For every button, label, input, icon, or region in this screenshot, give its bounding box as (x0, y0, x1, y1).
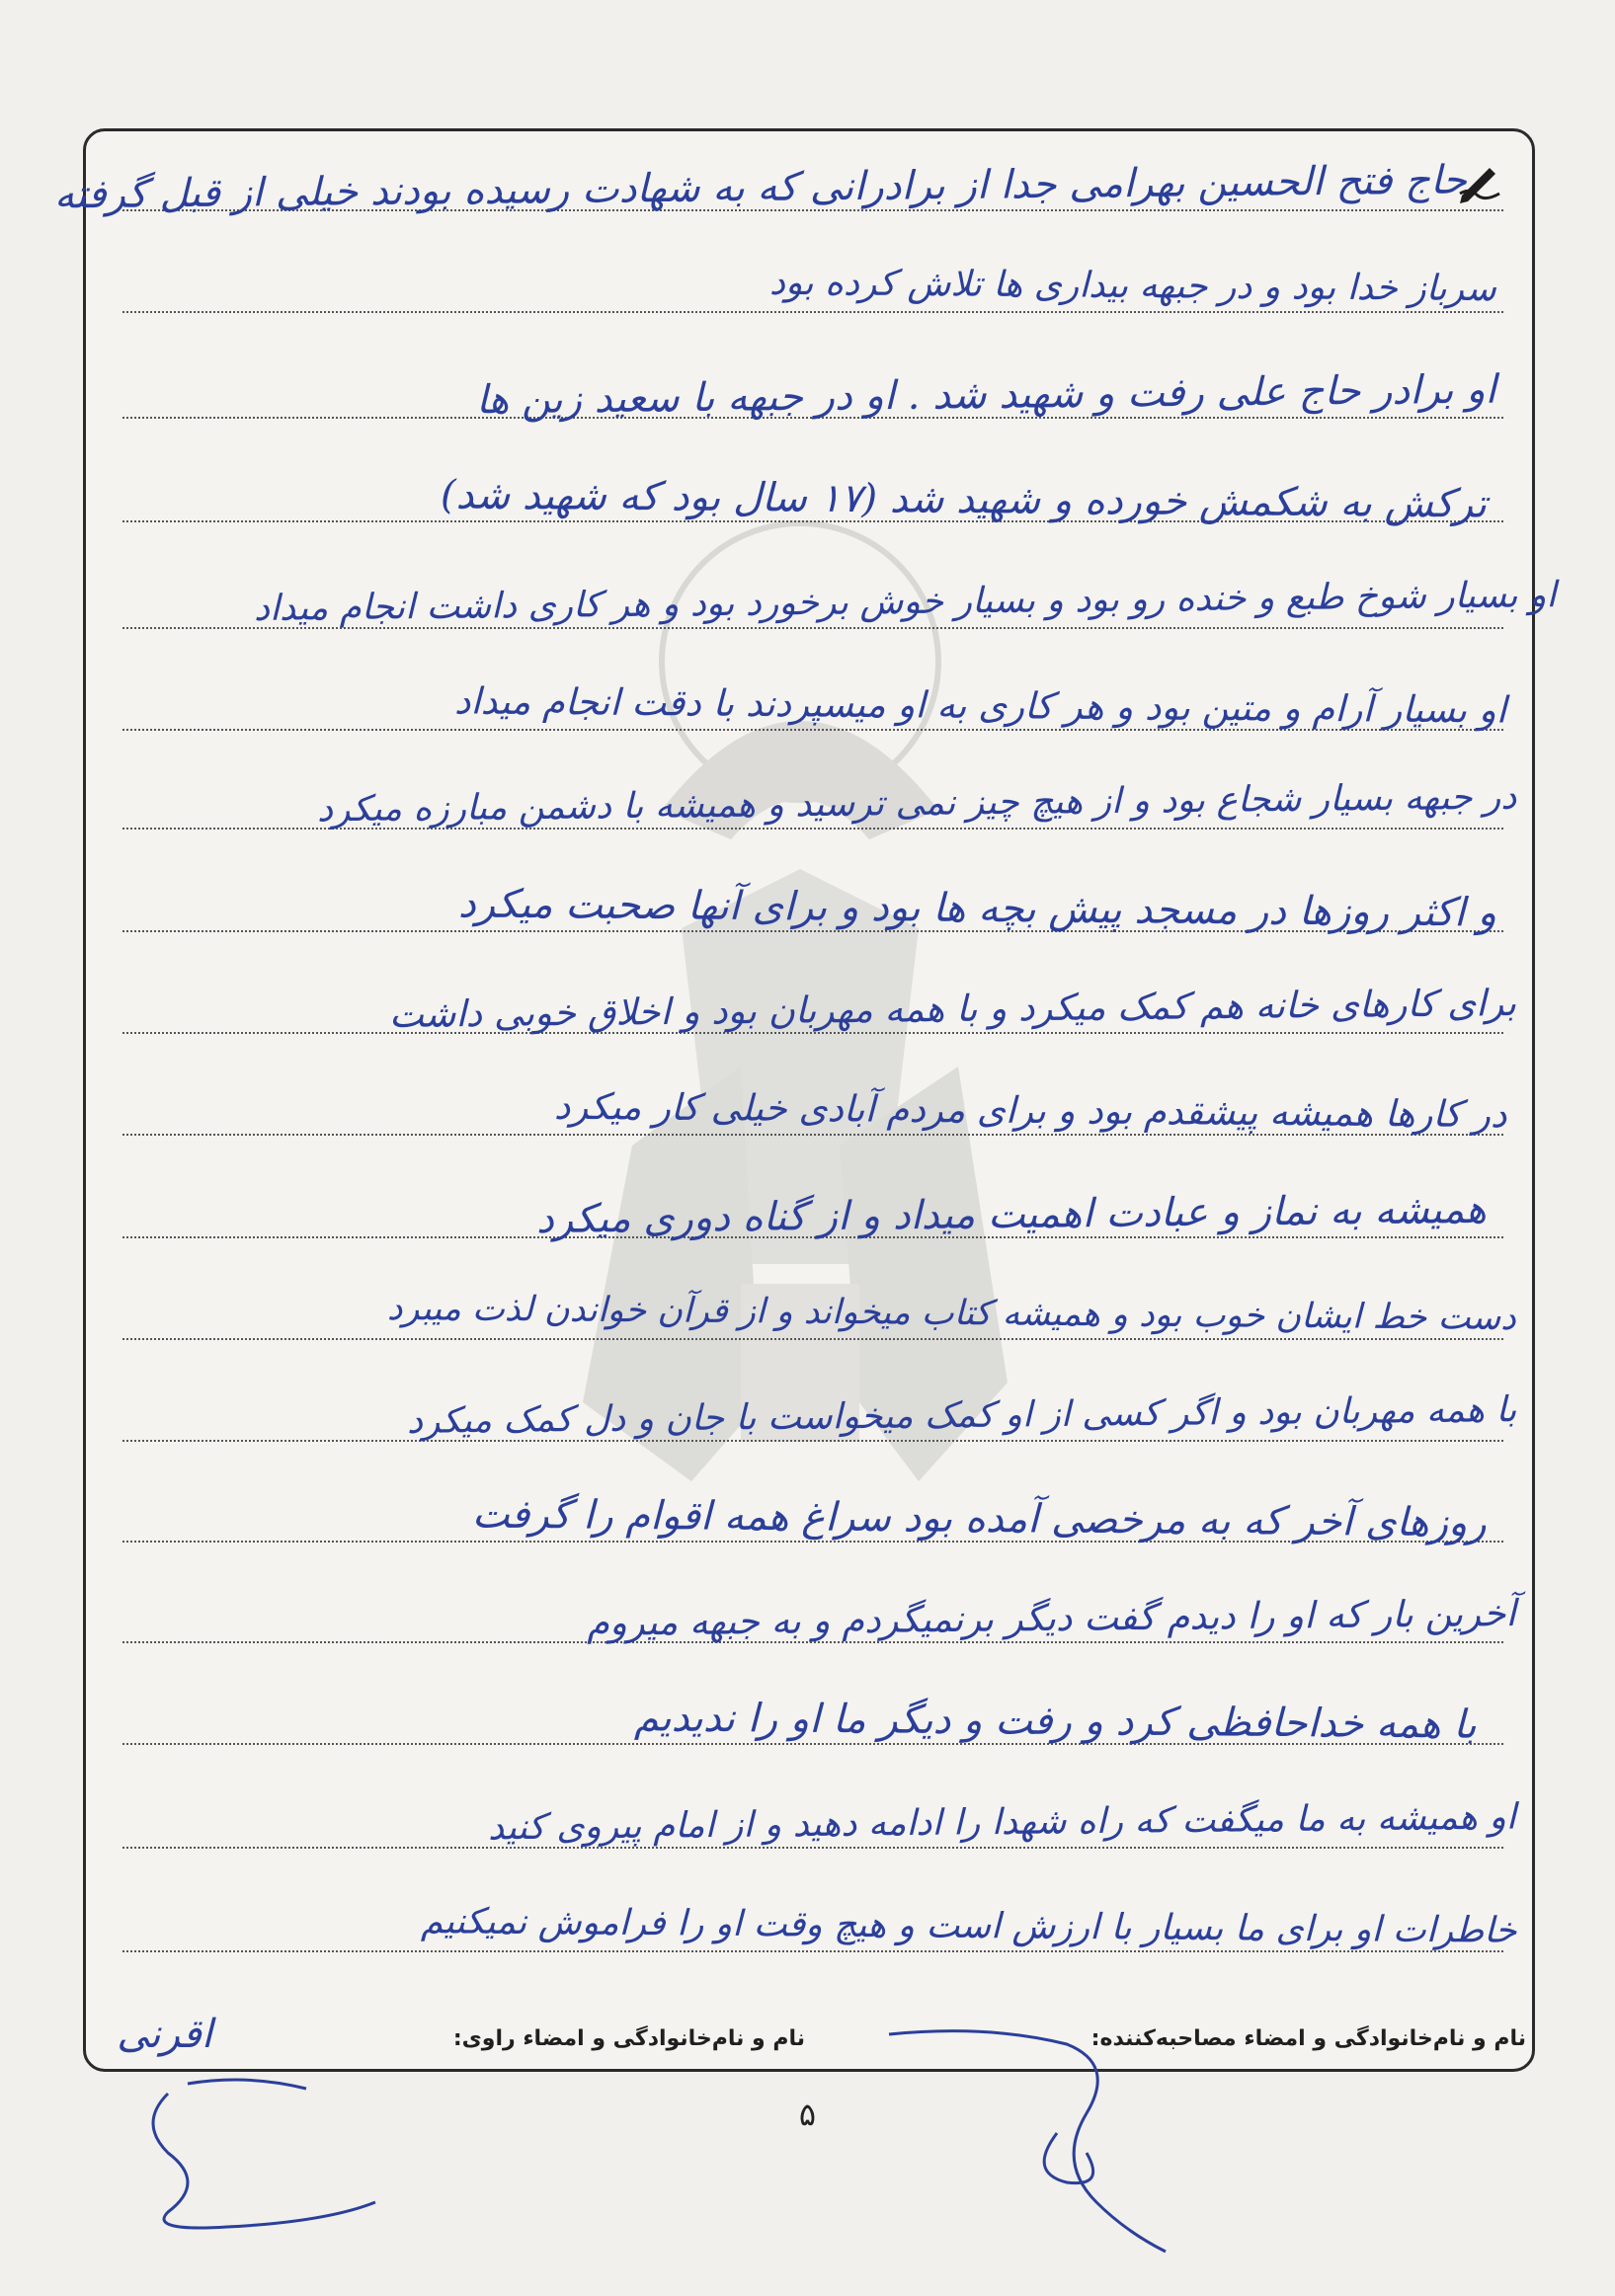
handwritten-line: با همه مهربان بود و اگر کسی از او کمک میخواست با جان و دل کمک میکرد (406, 1389, 1517, 1442)
handwritten-line: آخرین بار که او را دیدم گفت دیگر برنمیگردم و به جبهه میروم (587, 1592, 1517, 1644)
handwritten-line: در جبهه بسیار شجاع بود و از هیچ چیز نمی ترسید و همیشه با دشمن مبارزه میکرد (316, 776, 1517, 831)
interviewer-signature (869, 2005, 1185, 2261)
interviewer-label: نام و نام‌خانوادگی و امضاء مصاحبه‌کننده: (1090, 2026, 1526, 2051)
handwritten-line: روزهای آخر که به مرخصی آمده بود سراغ همه اقوام را گرفت (472, 1491, 1488, 1546)
handwritten-line: و اکثر روزها در مسجد پیش بچه ها بود و برای آنها صحبت میکرد (457, 881, 1497, 936)
ruled-line (122, 1032, 1503, 1034)
ruled-line (122, 311, 1503, 313)
ruled-line (122, 1440, 1503, 1442)
handwritten-line: سرباز خدا بود و در جبهه بیداری ها تلاش کرده بود (769, 262, 1497, 310)
handwritten-line: او بسیار آرام و متین بود و هر کاری به او میسپردند با دقت انجام میداد (453, 679, 1507, 732)
ruled-line (122, 1847, 1503, 1849)
page-number: ۵ (798, 2096, 817, 2133)
narrator-signature: اقرنی (117, 2012, 212, 2057)
handwritten-line: خاطرات او برای ما بسیار با ارزش است و هیچ وقت او را فراموش نمیکنیم (420, 1901, 1517, 1951)
handwritten-line: ترکش به شکمش خورده و شهید شد (۱۷ سال بود که شهید شد) (440, 472, 1488, 527)
handwritten-line: همیشه به نماز و عبادت اهمیت میداد و از گناه دوری میکرد (535, 1186, 1488, 1243)
ruled-line (122, 1338, 1503, 1340)
narrator-signature-flourish (128, 2064, 385, 2242)
narrator-label: نام و نام‌خانوادگی و امضاء راوی: (452, 2026, 805, 2051)
ruled-line (122, 1950, 1503, 1952)
handwritten-line: دست خط ایشان خوب بود و همیشه کتاب میخواند و از قرآن خواندن لذت میبرد (387, 1289, 1517, 1338)
handwritten-line: او بسیار شوخ طبع و خنده رو بود و بسیار خوش برخورد بود و هر کاری داشت انجام میداد (253, 575, 1557, 629)
handwritten-line: در کارها همیشه پیشقدم بود و برای مردم آبادی خیلی کار میکرد (553, 1084, 1507, 1137)
handwritten-line: با همه خداحافظی کرد و رفت و دیگر ما او را ندیدیم (634, 1695, 1478, 1748)
handwritten-line: او برادر حاج علی رفت و شهید شد . او در جبهه با سعید زین ها (476, 366, 1497, 424)
handwritten-line: او همیشه به ما میگفت که راه شهدا را ادامه دهید و از امام پیروی کنید (488, 1796, 1517, 1849)
handwritten-line: حاج فتح الحسین بهرامی جدا از برادرانی که به شهادت رسیده بودند خیلی از قبل گرفته (53, 157, 1468, 218)
handwritten-line: برای کارهای خانه هم کمک میکرد و با همه مهربان بود و اخلاق خوبی داشت (388, 982, 1517, 1036)
